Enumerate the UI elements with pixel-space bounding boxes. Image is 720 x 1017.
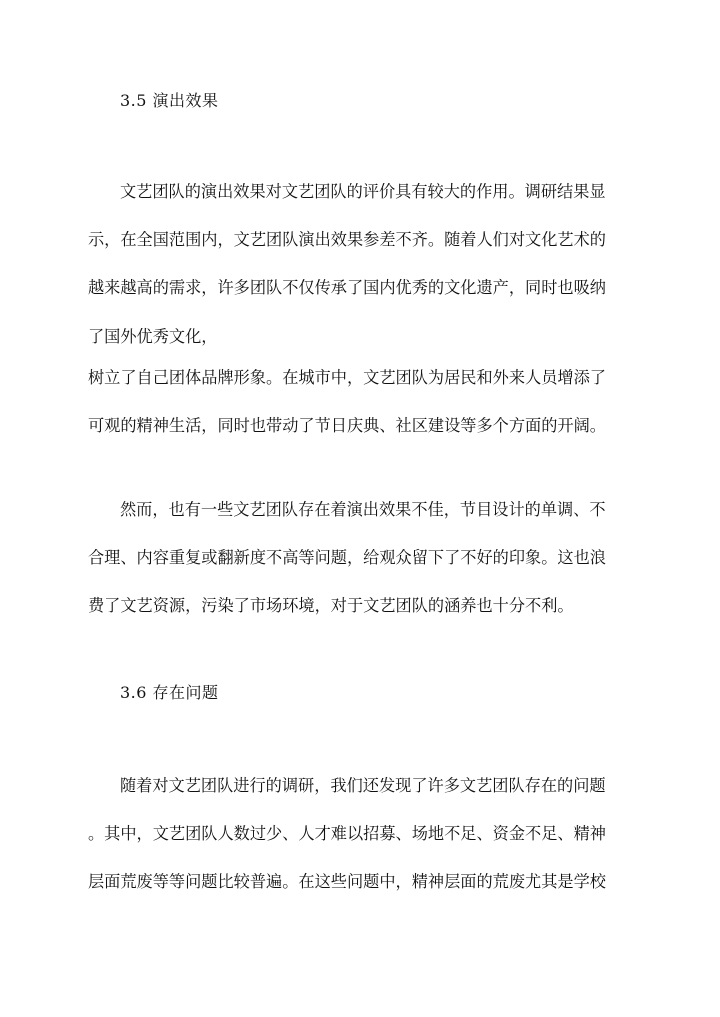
section-heading-3-6: 3.6 存在问题 [120, 683, 219, 702]
paragraph-line: 示，在全国范围内，文艺团队演出效果参差不齐。随着人们对文化艺术的 [88, 230, 606, 250]
paragraph-line: 了国外优秀文化， [88, 326, 218, 346]
paragraph-line: 随着对文艺团队进行的调研，我们还发现了许多文艺团队存在的问题 [120, 776, 606, 795]
paragraph-performance-problems [88, 486, 638, 631]
paragraph-line: 文艺团队的演出效果对文艺团队的评价具有较大的作用。调研结果显 [120, 182, 606, 201]
paragraph-line: 可观的精神生活，同时也带动了节日庆典、社区建设等多个方面的开阔。 [88, 416, 606, 436]
paragraph-line: 层面荒废等等问题比较普遍。在这些问题中，精神层面的荒废尤其是学校 [88, 872, 606, 892]
paragraph-line: 然而，也有一些文艺团队存在着演出效果不佳，节目设计的单调、不 [120, 500, 606, 519]
paragraph-line: 费了文艺资源，污染了市场环境，对于文艺团队的涵养也十分不利。 [88, 596, 574, 616]
paragraph-existing-problems [88, 762, 638, 907]
paragraph-line: 越来越高的需求，许多团队不仅传承了国内优秀的文化遗产，同时也吸纳 [88, 278, 606, 298]
paragraph-line: 合理、内容重复或翻新度不高等问题，给观众留下了不好的印象。这也浪 [88, 548, 606, 568]
paragraph-performance-effect [88, 168, 638, 361]
paragraph-line: 。其中，文艺团队人数过少、人才难以招募、场地不足、资金不足、精神 [88, 824, 606, 844]
section-heading-3-5: 3.5 演出效果 [120, 91, 219, 110]
paragraph-brand-image [88, 354, 638, 450]
paragraph-line: 树立了自己团体品牌形象。在城市中，文艺团队为居民和外来人员增添了 [88, 368, 606, 387]
